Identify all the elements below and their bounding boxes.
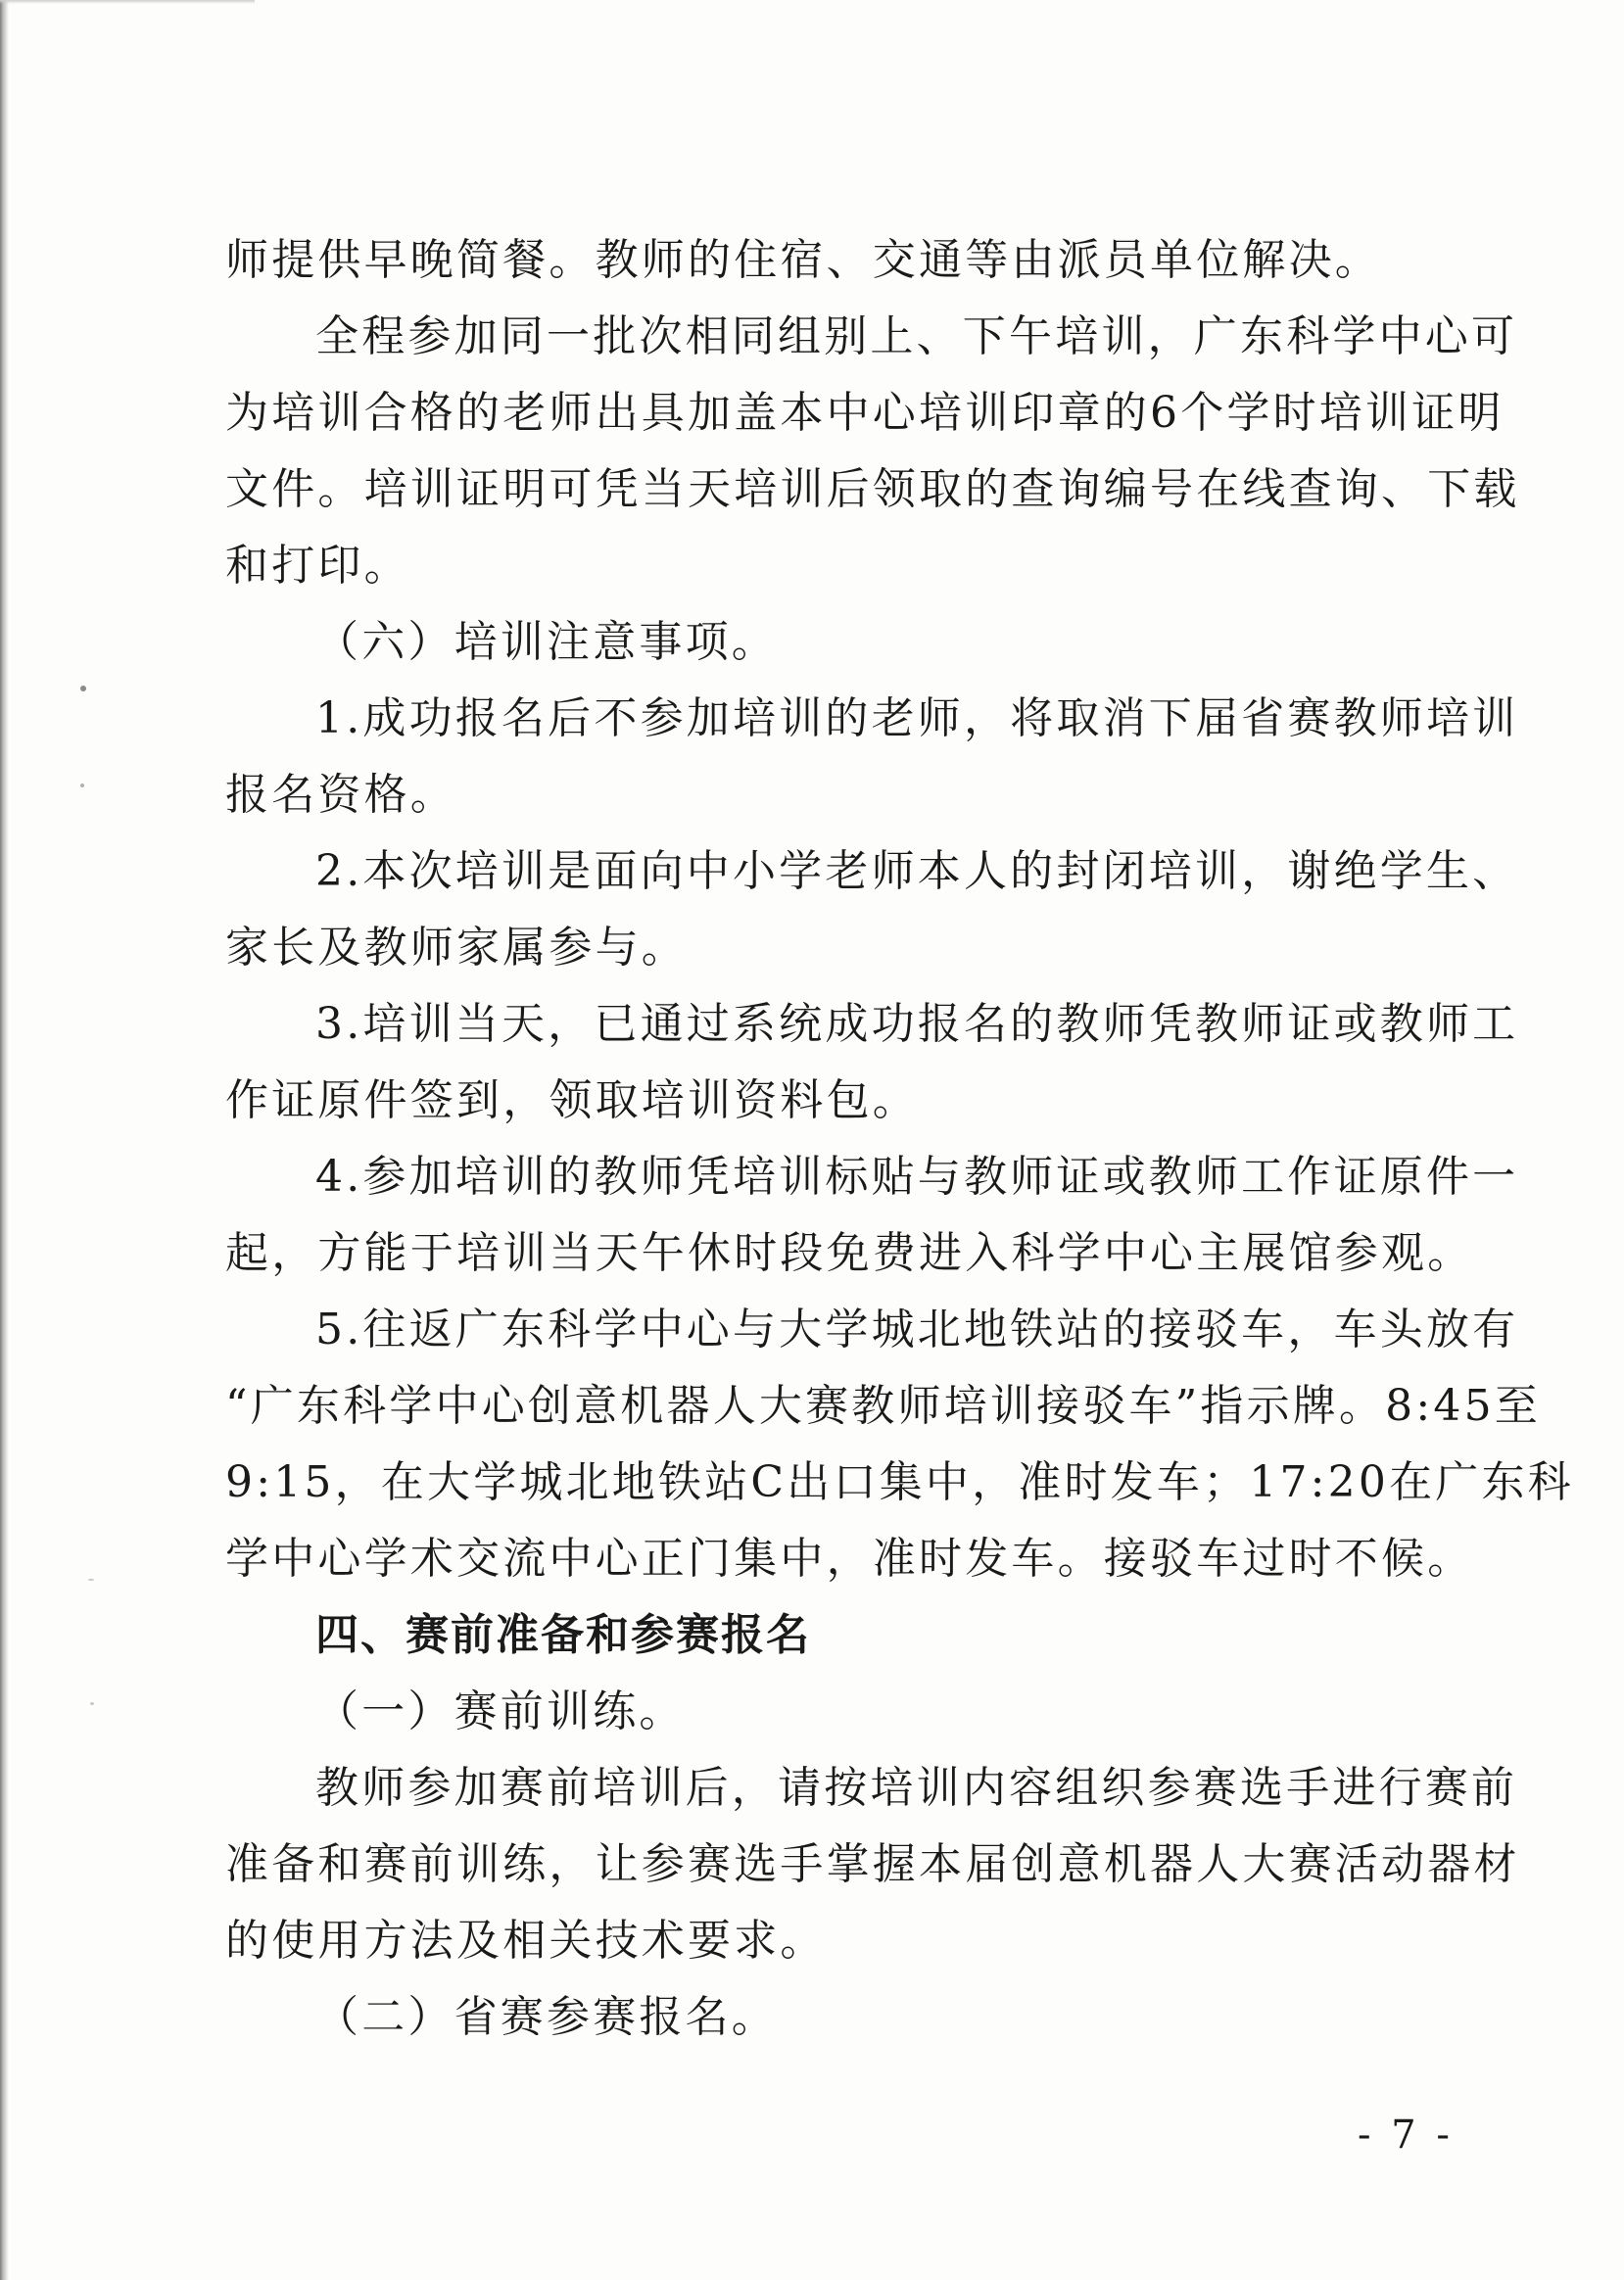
- scan-top-shadow: [0, 0, 255, 4]
- list-item-line: 4.参加培训的教师凭培训标贴与教师证或教师工作证原件一: [315, 1152, 1519, 1202]
- paragraph-line: 的使用方法及相关技术要求。: [225, 1916, 827, 1966]
- list-item-line: 5.往返广东科学中心与大学城北地铁站的接驳车，车头放有: [315, 1305, 1519, 1354]
- paragraph-line: 师提供早晚简餐。教师的住宿、交通等由派员单位解决。: [225, 235, 1381, 285]
- list-item-line: 1.成功报名后不参加培训的老师，将取消下届省赛教师培训: [315, 693, 1519, 743]
- list-item-line: 作证原件签到，领取培训资料包。: [225, 1075, 919, 1125]
- paragraph-line: 文件。培训证明可凭当天培训后领取的查询编号在线查询、下载: [225, 464, 1520, 514]
- list-item-line: “广东科学中心创意机器人大赛教师培训接驳车”指示牌。8:45至: [225, 1381, 1541, 1431]
- paragraph-line: 和打印。: [225, 541, 410, 591]
- paragraph-line: 全程参加同一批次相同组别上、下午培训，广东科学中心可: [315, 311, 1518, 361]
- scan-speck: [88, 1579, 94, 1581]
- paragraph-line: 准备和赛前训练，让参赛选手掌握本届创意机器人大赛活动器材: [225, 1839, 1520, 1889]
- chapter-heading: 四、赛前准备和参赛报名: [315, 1610, 811, 1660]
- list-item-line: 学中心学术交流中心正门集中，准时发车。接驳车过时不候。: [225, 1534, 1474, 1584]
- scan-speck: [80, 784, 84, 787]
- list-item-line: 报名资格。: [225, 770, 456, 820]
- paragraph-line: 为培训合格的老师出具加盖本中心培训印章的6个学时培训证明: [225, 388, 1505, 438]
- section-heading: （六）培训注意事项。: [315, 617, 778, 667]
- paragraph-line: 教师参加赛前培训后，请按培训内容组织参赛选手进行赛前: [315, 1763, 1518, 1813]
- scan-speck: [80, 686, 86, 691]
- list-item-line: 2.本次培训是面向中小学老师本人的封闭培训，谢绝学生、: [315, 846, 1519, 896]
- scan-edge-shadow: [0, 0, 9, 2280]
- section-heading: （一）赛前训练。: [315, 1686, 686, 1736]
- list-item-line: 起，方能于培训当天午休时段免费进入科学中心主展馆参观。: [225, 1228, 1474, 1278]
- section-heading: （二）省赛参赛报名。: [315, 1992, 778, 2042]
- page-number: - 7 -: [1358, 2113, 1454, 2158]
- list-item-line: 家长及教师家属参与。: [225, 923, 688, 973]
- scan-speck: [90, 1702, 94, 1705]
- list-item-line: 3.培训当天，已通过系统成功报名的教师凭教师证或教师工: [315, 999, 1519, 1049]
- list-item-line: 9:15，在大学城北地铁站C出口集中，准时发车；17:20在广东科: [225, 1457, 1574, 1507]
